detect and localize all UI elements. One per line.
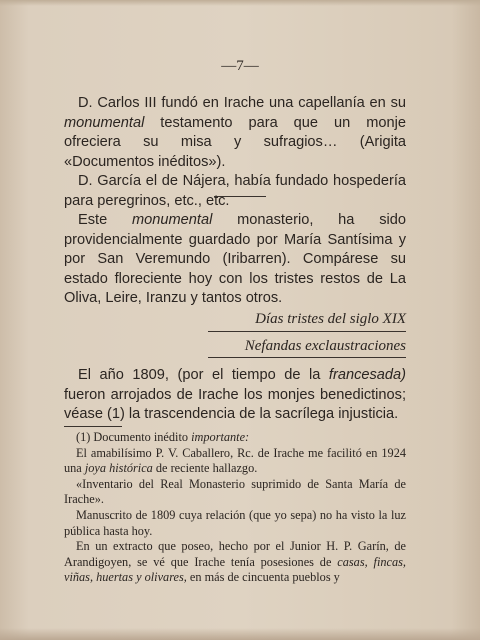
heading-underline-1 <box>208 331 406 332</box>
paragraph-1809: El año 1809, (por el tiempo de la francesada) fueron arrojados de Irache los monjes benedictinos; véase (1) la trascendencia de la sacrílega injusticia. <box>64 367 406 423</box>
footnote-caballero: El amabilísimo P. V. Caballero, Rc. de Irache me facilitó en 1924 una joya histórica de reciente hallazgo. <box>64 445 406 476</box>
section-capellania <box>64 94 406 212</box>
emphasis: importante: <box>191 430 250 444</box>
emphasis: monumental <box>64 114 145 131</box>
section-1809 <box>64 366 406 425</box>
page-number: —7— <box>221 58 259 74</box>
paragraph-carlos: D. Carlos III fundó en Irache una capellanía en su monumental testamento para que un monje ofreciera su misa y sufragios… (Arigita «Documentos inéditos»). <box>64 95 406 170</box>
footnote-divider <box>64 426 122 427</box>
heading-dias-tristes: Días tristes del siglo XIX <box>255 311 406 327</box>
footnote-inventario: «Inventario del Real Monasterio suprimido de Santa María de Irache». <box>64 476 406 507</box>
section-divider <box>214 196 266 197</box>
paragraph-monasterio: Este monumental monasterio, ha sido providencialmente guardado por María Santísima y por San Veremundo (Iribarren). Compárese su estado floreciente hoy con los tristes restos de La Oliva, Leire, Iranzu y tantos otros. <box>64 212 406 307</box>
footnote-manuscrito: Manuscrito de 1809 cuya relación (que yo sepa) no ha visto la luz pública hasta hoy. <box>64 507 406 538</box>
footnote-1: (1) Documento inédito importante: <box>76 430 250 444</box>
section-monasterio <box>64 211 406 309</box>
scan-shadow-bottom <box>0 628 480 640</box>
emphasis: casas, fincas, viñas, huertas y olivares, <box>64 554 406 585</box>
emphasis: monumental <box>132 212 213 228</box>
heading-exclaustraciones: Nefandas exclaustraciones <box>244 338 406 354</box>
paragraph-garcia: D. García el de Nájera, había fundado hospedería para peregrinos, etc., etc. <box>64 173 406 209</box>
heading-underline-2 <box>208 357 406 358</box>
emphasis: joya histórica <box>84 461 153 476</box>
footnotes <box>64 430 406 586</box>
footnote-extracto: En un extracto que poseo, hecho por el Junior H. P. Garín, de Arandigoyen, se vé que Irache tenía posesiones de casas, fincas, viñas, huertas y olivares, en más de cincuenta pueblos y <box>64 539 406 585</box>
emphasis: francesada) <box>328 367 406 383</box>
scan-shadow-top <box>0 0 480 6</box>
